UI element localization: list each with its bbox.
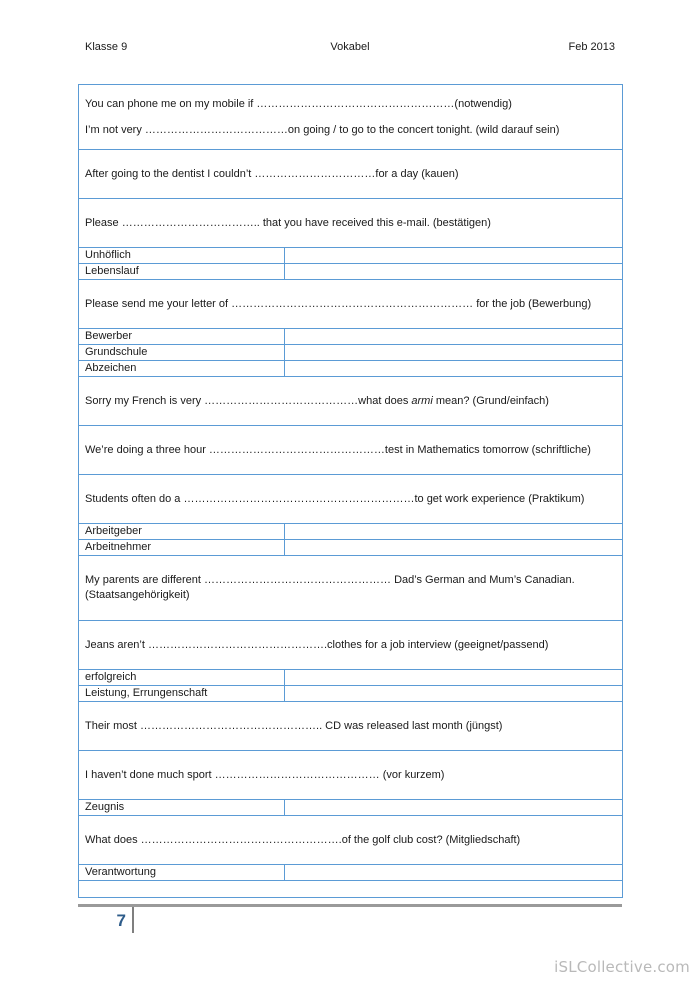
answer-field[interactable] — [285, 361, 623, 377]
vocab-row — [79, 329, 623, 345]
sentence-text: Please send me your letter of ………………………………………………………… for the job (Bewerbung) — [85, 297, 592, 310]
line-gap — [85, 112, 616, 123]
vocab-word: Unhöflich — [79, 248, 285, 264]
header-date: Feb 2013 — [568, 41, 615, 53]
vocab-row — [79, 540, 623, 556]
sentence-cell — [79, 621, 623, 670]
sentence-row — [79, 199, 623, 248]
header-title: Vokabel — [330, 41, 370, 53]
vocabulary-table — [78, 84, 623, 898]
empty-cell — [79, 881, 623, 898]
sentence-cell — [79, 475, 623, 524]
vocab-word: Zeugnis — [79, 800, 285, 816]
answer-field[interactable] — [285, 329, 623, 345]
vocab-row — [79, 361, 623, 377]
vocab-word: erfolgreich — [79, 670, 285, 686]
vocab-word: Bewerber — [79, 329, 285, 345]
page-number-divider — [132, 907, 134, 933]
sentence-cell — [79, 85, 623, 150]
sentence-text: I’m not very …………………………………on going / to go to the concert tonight. (wild darauf sein) — [85, 123, 560, 136]
answer-field[interactable] — [285, 345, 623, 361]
sentence-cell — [79, 556, 623, 621]
footer-rule — [78, 904, 622, 907]
sentence-text: I haven’t done much sport ……………………………………… (vor kurzem) — [85, 768, 445, 781]
sentence-cell — [79, 377, 623, 426]
sentence-cell — [79, 199, 623, 248]
vocab-row — [79, 248, 623, 264]
vocab-word: Lebenslauf — [79, 264, 285, 280]
sentence-row — [79, 816, 623, 865]
vocab-row — [79, 524, 623, 540]
empty-row — [79, 881, 623, 898]
vocab-row — [79, 686, 623, 702]
sentence-row — [79, 280, 623, 329]
sentence-text: Students often do a ………………………………………………………to get work experience (Praktikum) — [85, 492, 585, 505]
vocab-word: Verantwortung — [79, 865, 285, 881]
vocab-row — [79, 264, 623, 280]
sentence-row — [79, 426, 623, 475]
sentence-cell — [79, 816, 623, 865]
vocab-word: Grundschule — [79, 345, 285, 361]
answer-field[interactable] — [285, 865, 623, 881]
answer-field[interactable] — [285, 670, 623, 686]
sentence-cell — [79, 280, 623, 329]
vocab-row — [79, 345, 623, 361]
page-number-box — [78, 907, 134, 933]
answer-field[interactable] — [285, 248, 623, 264]
sentence-text: Please ……………………………….. that you have received this e-mail. (bestätigen) — [85, 216, 491, 229]
vocab-word: Arbeitgeber — [79, 524, 285, 540]
sentence-row — [79, 751, 623, 800]
vocab-row — [79, 865, 623, 881]
answer-field[interactable] — [285, 264, 623, 280]
vocab-word: Arbeitnehmer — [79, 540, 285, 556]
page-number: 7 — [116, 911, 126, 930]
sentence-text: We’re doing a three hour …………………………………………test in Mathematics tomorrow (schriftliche) — [85, 443, 591, 456]
answer-field[interactable] — [285, 686, 623, 702]
sentence-row — [79, 85, 623, 150]
vocab-row — [79, 800, 623, 816]
sentence-row — [79, 702, 623, 751]
vocab-word: Abzeichen — [79, 361, 285, 377]
sentence-text: Sorry my French is very ……………………………………what does armi mean? (Grund/einfach) — [85, 394, 549, 407]
sentence-text: (Staatsangehörigkeit) — [85, 589, 190, 601]
sentence-cell — [79, 426, 623, 475]
sentence-row — [79, 621, 623, 670]
vocab-word: Leistung, Errungenschaft — [79, 686, 285, 702]
sentence-row — [79, 475, 623, 524]
sentence-text: What does ……………………………………………….of the golf club cost? (Mitgliedschaft) — [85, 833, 521, 846]
answer-field[interactable] — [285, 524, 623, 540]
sentence-cell — [79, 150, 623, 199]
sentence-cell — [79, 702, 623, 751]
vocab-row — [79, 670, 623, 686]
sentence-text: You can phone me on my mobile if ………………………………………………(notwendig) — [85, 97, 512, 110]
sentence-cell — [79, 751, 623, 800]
answer-field[interactable] — [285, 800, 623, 816]
sentence-text: Jeans aren’t ………………………………………….clothes for a job interview (geeignet/passend) — [85, 638, 549, 651]
sentence-text: My parents are different …………………………………………… Dad’s German and Mum’s Canadian. — [85, 574, 575, 586]
sentence-row — [79, 150, 623, 199]
sentence-row — [79, 556, 623, 621]
page-header — [85, 41, 615, 57]
sentence-text: Their most ………………………………………….. CD was released last month (jüngst) — [85, 719, 503, 732]
sentence-text: After going to the dentist I couldn’t ……………………………for a day (kauen) — [85, 167, 459, 180]
header-class: Klasse 9 — [85, 41, 128, 53]
watermark: iSLCollective.com — [554, 958, 690, 976]
sentence-row — [79, 377, 623, 426]
answer-field[interactable] — [285, 540, 623, 556]
